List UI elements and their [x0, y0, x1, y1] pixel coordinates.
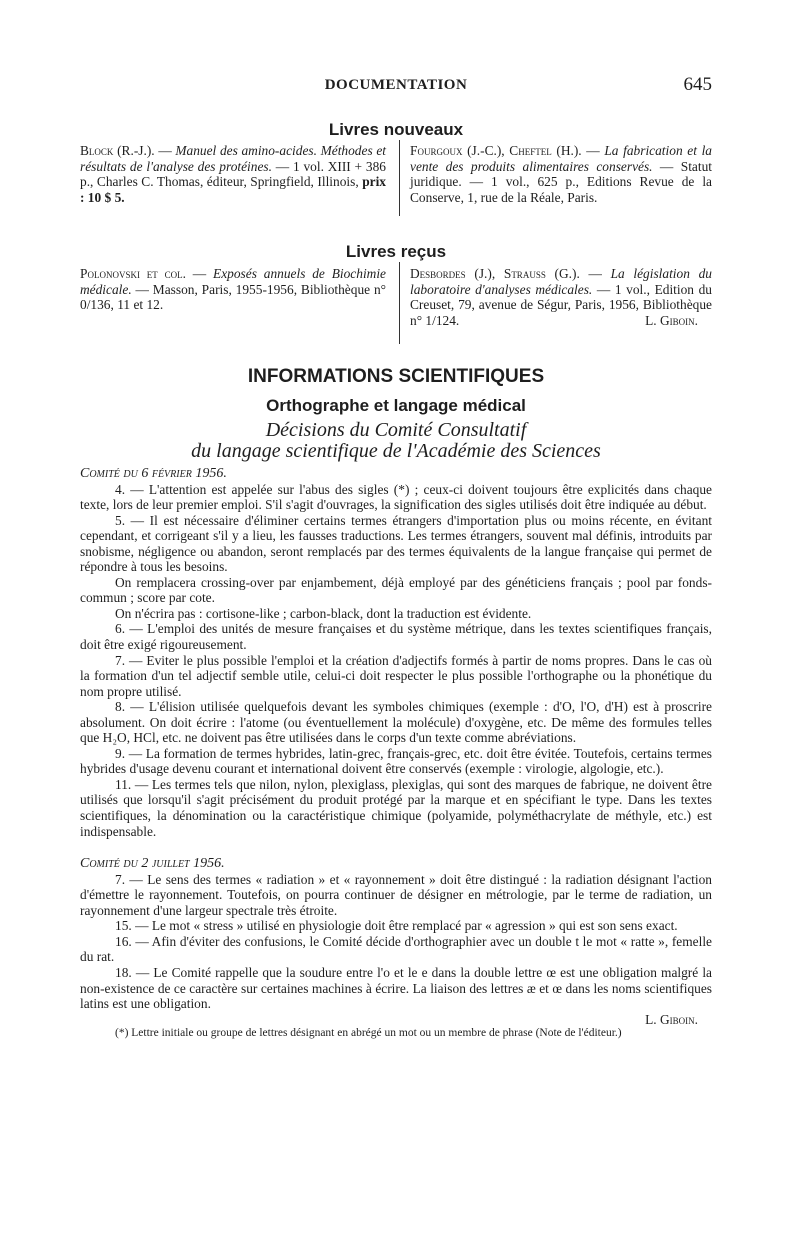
paragraph: 7. — Le sens des termes « radiation » et « rayonnement » doit être distingué : la radiation désignant l'action d'émettre le rayonnement. Toutefois, on pourra continuer de désigner en métrologie, par le terme de radiation, un rayonnement d'une largeur spectrale très étroite.: [80, 871, 712, 918]
book-title: La fabrication et la vente des produits alimentaires conservés.: [410, 143, 713, 174]
paragraph: 7. — Eviter le plus possible l'emploi et la création d'adjectifs formés à partir de noms propres. Dans le cas où la formation d'un tel adjectif semble utile, celui-ci doit respecter le plus possible l'orthographe ou la phonétique du nom propre utilisé.: [80, 652, 712, 699]
spacer: [80, 839, 712, 856]
book-entry-polonovski: [80, 266, 386, 313]
page-number: 645: [683, 74, 712, 95]
dash: —: [581, 143, 605, 158]
book-details: — 1 vol., Edition du Creuset, 79, avenue de Ségur, Paris, 1956, Bibliothèque n° 1/124.: [410, 281, 712, 328]
paragraph: 18. — Le Comité rappelle que la soudure entre l'o et le e dans la double lettre œ est une obligation malgré la non-existence de ce caractère sur certaines machines à écrire. La liaison des lettres æ et œ dans les noms scientifiques latins est une obligation.: [80, 964, 712, 1012]
paragraph: 8. — L'élision utilisée quelquefois devant les symboles chimiques (exemple : d'O, l'O, d'H) est à proscrire absolument. On doit écrire : l'atome (ou éventuellement la molécule) d'oxygène, etc. De même des formules telles que H₂O, HCl, etc. ne doivent pas être utilisées dans le corps d'un texte comme abréviations.: [80, 699, 712, 746]
decisions-title-line2: du langage scientifique de l'Académie des Sciences: [191, 440, 601, 462]
book-author: Polonovski et col.: [80, 266, 186, 281]
paragraph: 5. — Il est nécessaire d'éliminer certains termes étrangers d'importation plus ou moins récente, en évitant cependant, et corrigeant s'il y a lieu, les fausses traductions. Les termes étrangers, souvent mal définis, introduits par snobisme, négligence ou abandon, seront remplacés par des termes équivalents de la langue française qui permet de répondre à tous les besoins.: [80, 512, 712, 575]
decisions-title-line1: Décisions du Comité Consultatif: [265, 419, 527, 441]
comite-heading: Comité du 2 juillet 1956.: [80, 856, 225, 872]
book-author: Desbordes (J.), Strauss (G.).: [410, 266, 580, 281]
book-details: — Statut juridique. — 1 vol., 625 p., Editions Revue de la Conserve, 1, rue de la Réale, Paris.: [410, 158, 712, 205]
header-title: DOCUMENTATION: [324, 77, 468, 93]
paragraph: 4. — L'attention est appelée sur l'abus des sigles (*) ; ceux-ci doivent toujours être explicités dans chaque texte, lors de leur premier emploi. S'il s'agit d'ouvrages, la signification des sigles utilisés doit être indiquée au début.: [80, 481, 712, 513]
orthographe-heading: Orthographe et langage médical: [266, 396, 526, 415]
column-divider: [399, 140, 400, 216]
paragraph: 16. — Afin d'éviter des confusions, le Comité décide d'orthographier avec un double t le mot « ratte », femelle du rat.: [80, 933, 712, 965]
signature: L. Giboin.: [645, 1011, 698, 1027]
book-details: — 1 vol. XIII + 386 p., Charles C. Thomas, éditeur, Springfield, Illinois,: [80, 158, 386, 190]
book-author: Fourgoux (J.-C.), Cheftel (H.).: [410, 143, 582, 158]
informations-heading: INFORMATIONS SCIENTIFIQUES: [247, 366, 545, 387]
paragraph: On n'écrira pas : cortisone-like ; carbon-black, dont la traduction est évidente.: [115, 605, 532, 621]
book-entry-block: [80, 143, 386, 205]
book-author: Block (R.-J.).: [80, 143, 155, 158]
paragraph: 6. — L'emploi des unités de mesure françaises et du système métrique, dans les textes scientifiques français, doit être exigé rigoureusement.: [80, 621, 712, 653]
book-details: — Masson, Paris, 1955-1956, Bibliothèque n° 0/136, 11 et 12.: [80, 281, 386, 313]
livres-recus-heading: Livres reçus: [345, 242, 447, 261]
dash: —: [185, 266, 214, 281]
book-title: Exposés annuels de Biochimie médicale.: [80, 266, 386, 297]
book-entry-fourgoux: [410, 143, 712, 205]
book-entry-desbordes: [410, 266, 712, 328]
column-divider: [399, 262, 400, 344]
book-price: prix : 10 $ 5.: [80, 174, 386, 205]
running-header: [80, 74, 712, 98]
paragraph: On remplacera crossing-over par enjambement, déjà employé par des généticiens français ; pool par fonds-commun ; score par cote.: [80, 574, 712, 606]
book-title: La législation du laboratoire d'analyses médicales.: [410, 266, 712, 297]
signature: L. Giboin.: [645, 312, 698, 328]
paragraph: 15. — Le mot « stress » utilisé en physiologie doit être remplacé par « agression » qui est son sens exact.: [115, 918, 678, 934]
article-body: [80, 466, 712, 1040]
paragraph: 9. — La formation de termes hybrides, latin-grec, français-grec, etc. doit être évitée. Toutefois, certains termes hybrides d'usage devenu courant et international doivent être conservés (exemple : virologie, algologie, etc.).: [80, 745, 712, 777]
book-title: Manuel des amino-acides. Méthodes et résultats de l'analyse des protéines.: [80, 143, 386, 174]
dash: —: [579, 266, 611, 281]
paragraph: 11. — Les termes tels que nilon, nylon, plexiglass, plexiglas, qui sont des marques de fabrique, ne doivent être utilisés que lorsqu'il s'agit précisément du produit protégé par la marque et en spécifiant le type. Dans les textes scientifiques, la dénomination ou la caractéristique chimique (polyamide, polyméthacrylate de méthyle, etc.) est indispensable.: [80, 776, 712, 839]
comite-heading: Comité du 6 février 1956.: [80, 466, 227, 481]
footnote: (*) Lettre initiale ou groupe de lettres désignant en abrégé un mot ou un membre de phrase (Note de l'éditeur.): [115, 1027, 622, 1040]
dash: —: [154, 143, 176, 158]
livres-nouveaux-heading: Livres nouveaux: [328, 120, 464, 139]
